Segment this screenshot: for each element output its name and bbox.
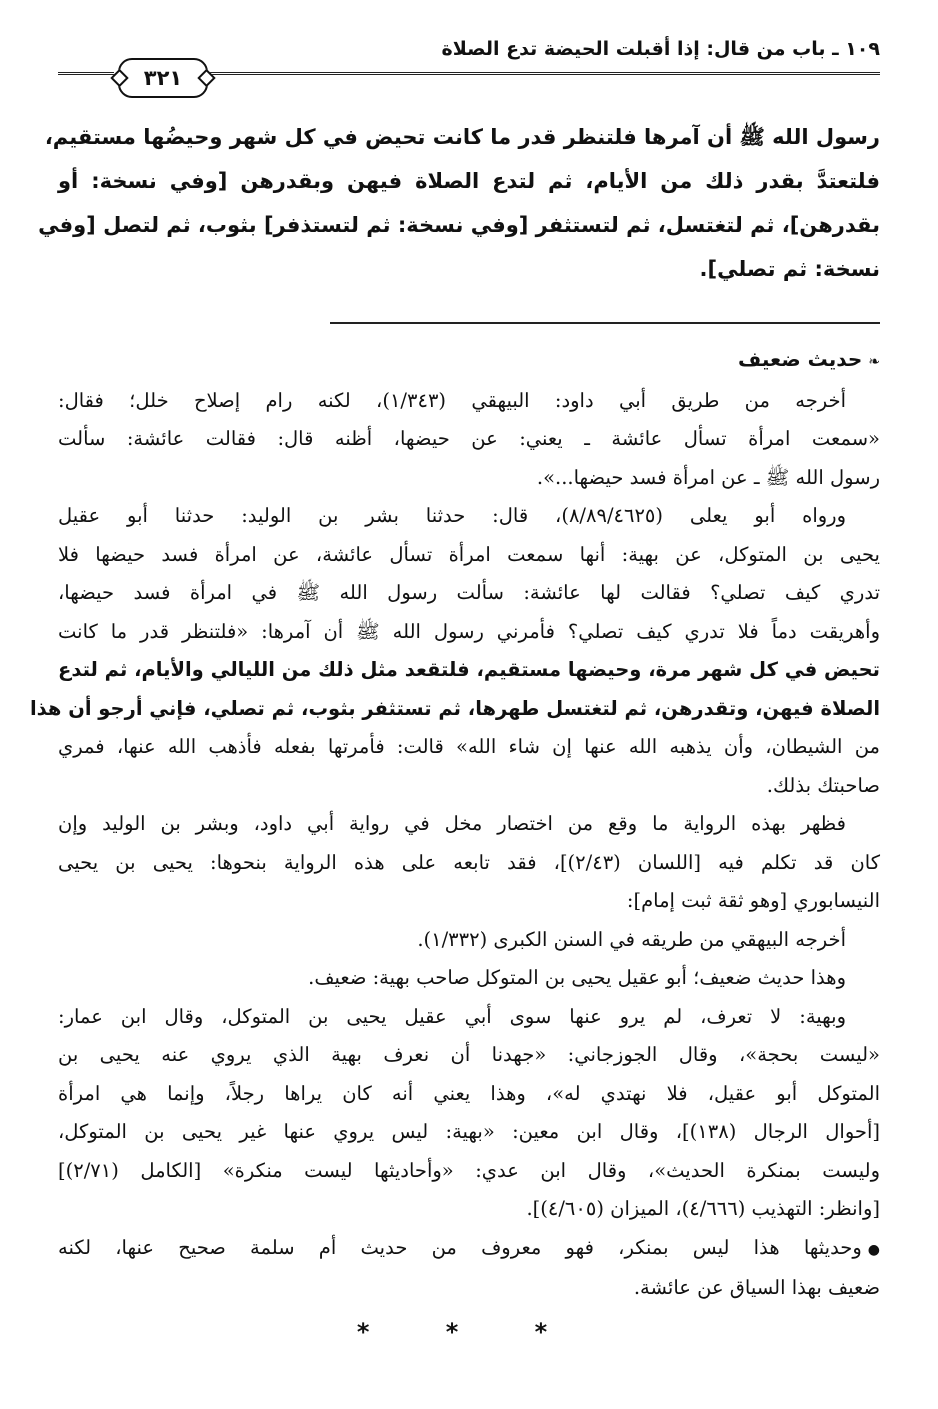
commentary-line: وليست بمنكرة الحديث»، وقال ابن عدي: «وأحاديثها ليست منكرة» [الكامل (٢/٧١)]	[58, 1158, 880, 1182]
commentary-line: من الشيطان، وأن يذهبه الله عنها إن شاء الله» قالت: فأمرتها بفعله فأذهب الله عنها، فمري	[58, 735, 880, 758]
commentary-line: تحيض في كل شهر مرة، وحيضها مستقيم، فلتقعد مثل ذلك من الليالي والأيام، ثم لتدع	[58, 658, 880, 681]
commentary-line: وبهية: لا تعرف، لم يرو عنها سوى أبي عقيل يحيى بن المتوكل، وقال ابن عمار:	[58, 1004, 846, 1028]
page-number: ٣٢١	[118, 58, 208, 98]
running-title: ١٠٩ ـ باب من قال: إذا أقبلت الحيضة تدع الصلاة	[441, 38, 880, 60]
commentary-line: «سمعت امرأة تسأل عائشة ـ يعني: عن حيضها، أظنه قال: فقالت عائشة: سألت	[58, 427, 880, 450]
grading-heading	[58, 340, 880, 382]
header-rule-left	[58, 72, 114, 75]
commentary-line: «ليست بحجة»، وقال الجوزجاني: «جهدنا أن نعرف بهية الذي يروي عنه يحيى بن	[58, 1043, 880, 1066]
commentary-line: رسول الله ﷺ ـ عن امرأة فسد حيضها...».	[536, 465, 880, 489]
commentary-line: كان قد تكلم فيه [اللسان (٢/٤٣)]، فقد تابعه على هذه الرواية بنحوها: يحيى بن يحيى	[58, 850, 880, 874]
commentary-line: الصلاة فيهن، وتقدرهن، ثم لتغتسل طهرها، ثم تستثفر بثوب، ثم تصلي، فإني أرجو أن هذا	[29, 696, 880, 720]
bullet-icon: ●	[867, 1241, 880, 1258]
commentary-line: وأهريقت دماً فلا تدري كيف تصلي؟ فأمرني رسول الله ﷺ أن آمرها: «فلتنظر قدر ما كانت	[58, 619, 880, 643]
commentary-line: ضعيف بهذا السياق عن عائشة.	[633, 1276, 880, 1299]
hadith-line: فلتعتدَّ بقدر ذلك من الأيام، ثم لتدع الصلاة فيهن وبقدرهن [وفي نسخة: أو	[58, 169, 880, 193]
conclusion-text: وحديثها هذا ليس بمنكر، فهو معروف من حديث أم سلمة صحيح عنها، لكنه	[58, 1235, 862, 1259]
commentary-line: تدري كيف تصلي؟ فقالت لها عائشة: سألت رسول الله ﷺ في امرأة فسد حيضها،	[58, 581, 880, 604]
hadith-line: بقدرهن]، ثم لتغتسل، ثم لتستثفر [وفي نسخة: ثم لتستذفر] بثوب، ثم لتصل [وفي	[38, 213, 880, 237]
section-divider	[330, 322, 880, 324]
commentary-line: صاحبتك بذلك.	[766, 773, 880, 797]
commentary-line: [وانظر: التهذيب (٤/٦٦٦)، الميزان (٤/٦٠٥)].	[526, 1197, 880, 1220]
hadith-text	[38, 115, 880, 291]
hadith-line: رسول الله ﷺ أن آمرها فلتنظر قدر ما كانت تحيض في كل شهر وحيضُها مستقيم،	[44, 125, 880, 149]
section-end-asterisks: * * *	[356, 1318, 582, 1346]
grading-heading-text: حديث ضعيف	[738, 347, 863, 371]
header-rule	[205, 72, 880, 75]
commentary-line: وهذا حديث ضعيف؛ أبو عقيل يحيى بن المتوكل صاحب بهية: ضعيف.	[308, 966, 846, 989]
commentary-line: أخرجه من طريق أبي داود: البيهقي (١/٣٤٣)، لكنه رام إصلاح خلل؛ فقال:	[58, 388, 846, 412]
commentary-line: أخرجه البيهقي من طريقه في السنن الكبرى (١/٣٣٢).	[417, 927, 846, 951]
commentary-line: المتوكل أبو عقيل، فلا نهتدي له»، وهذا يعني أنه كان يراها رجلاً، وإنما هي امرأة	[58, 1081, 880, 1105]
book-icon: ❧	[868, 354, 880, 370]
commentary-line: النيسابوري [وهو ثقة ثبت إمام]:	[626, 889, 880, 912]
commentary-line: [أحوال الرجال (١٣٨)]، وقال ابن معين: «بهية: ليس يروي عنها غير يحيى بن المتوكل،	[58, 1120, 880, 1143]
commentary	[29, 340, 880, 1308]
commentary-line: ورواه أبو يعلى (٨/٨٩/٤٦٢٥)، قال: حدثنا بشر بن الوليد: حدثنا أبو عقيل	[58, 504, 846, 527]
commentary-line	[58, 1229, 880, 1270]
commentary-line: يحيى بن المتوكل، عن بهية: أنها سمعت امرأة تسأل عائشة، عن امرأة فسد حيضها فلا	[58, 542, 880, 566]
hadith-line: نسخة: ثم تصلي].	[699, 257, 880, 281]
commentary-line: فظهر بهذه الرواية ما وقع من اختصار مخل في رواية أبي داود، وبشر بن الوليد وإن	[58, 812, 846, 835]
